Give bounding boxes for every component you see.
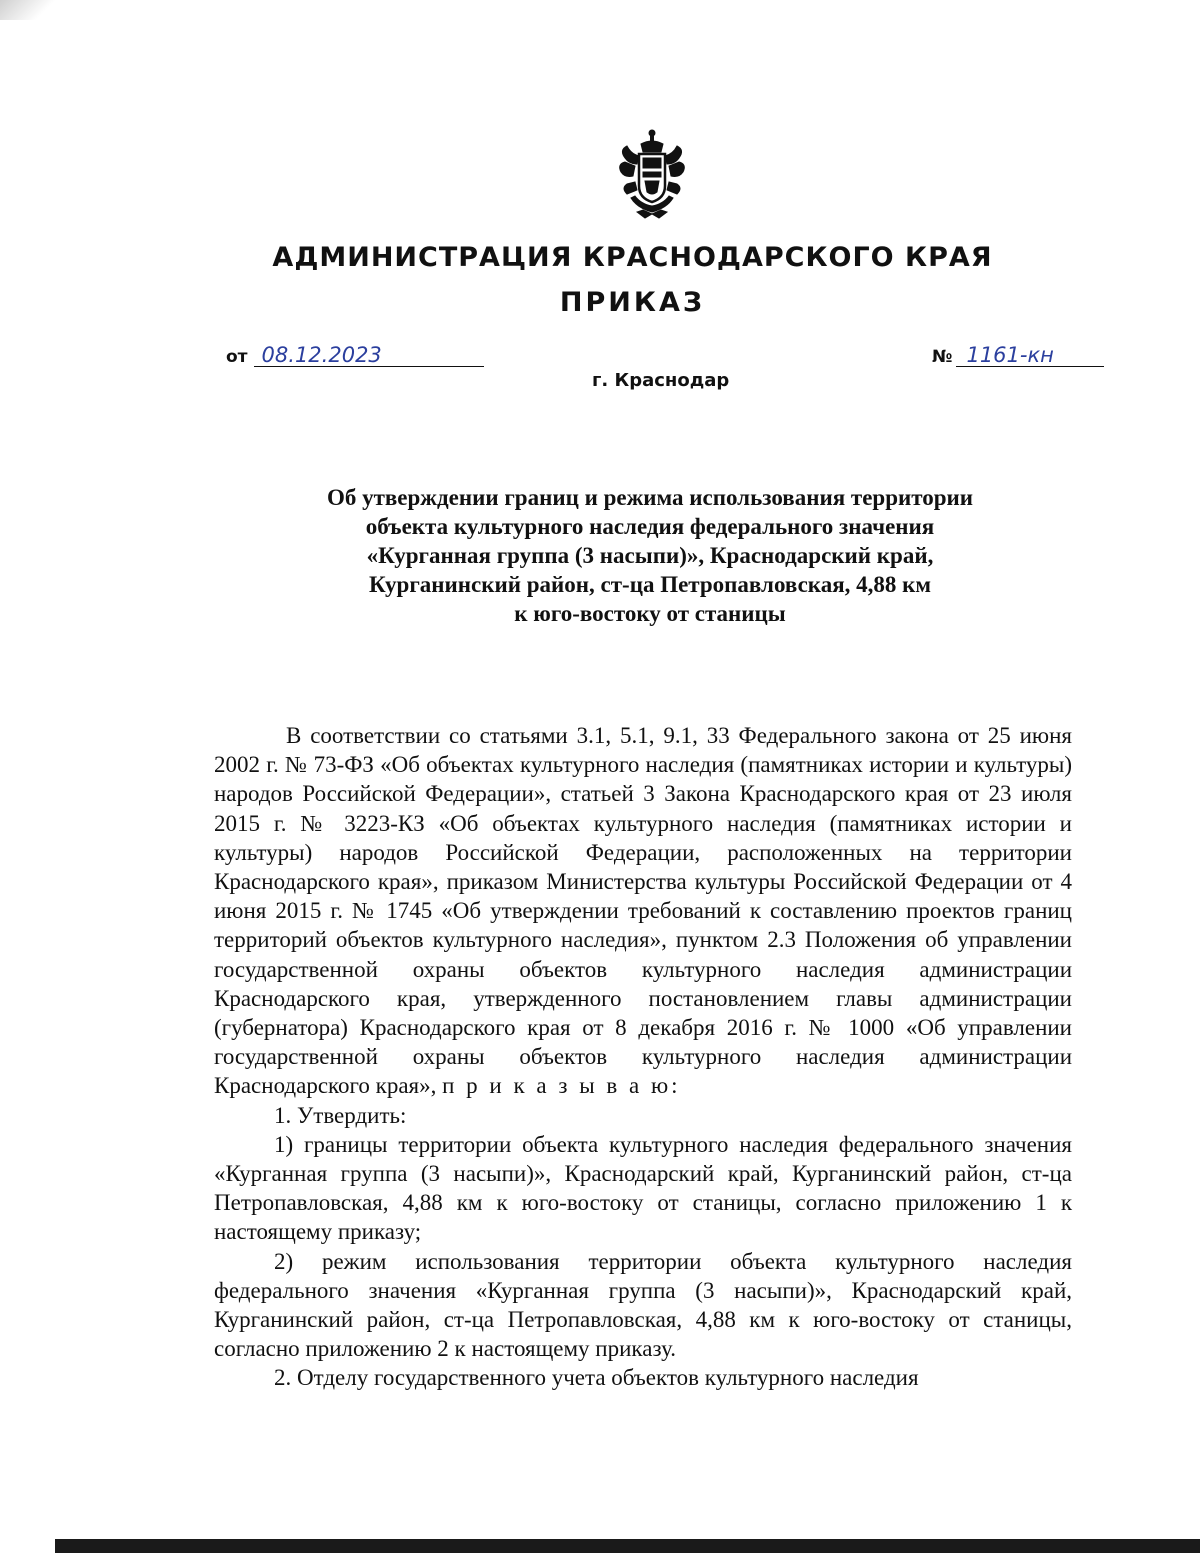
order-number-value: 1161-кн	[956, 344, 1104, 367]
scan-bottom-edge	[55, 1539, 1200, 1553]
title-line: «Курганная группа (3 насыпи)», Краснодарский край,	[366, 543, 934, 568]
title-line: Курганинский район, ст-ца Петропавловская, 4,88 км	[368, 572, 932, 597]
order-date-value: 08.12.2023	[254, 344, 484, 367]
date-prefix: от	[226, 347, 248, 367]
preamble-paragraph	[214, 721, 1072, 1101]
document-type-title: ПРИКАЗ	[559, 287, 706, 318]
organization-title: АДМИНИСТРАЦИЯ КРАСНОДАРСКОГО КРАЯ	[272, 242, 993, 273]
title-line: к юго-востоку от станицы	[514, 601, 786, 626]
city-label: г. Краснодар	[592, 370, 730, 391]
order-number-line	[932, 344, 1104, 367]
document-body	[214, 721, 1072, 1393]
item-1-subitem-1: 1) границы территории объекта культурного наследия федерального значения «Курганная группа (3 насыпи)», Краснодарский край, Курганинский район, ст-ца Петропавловская, 4,88 км к юго-востоку от станицы, согласно приложению 1 к настоящему приказу;	[214, 1131, 1072, 1245]
preamble-text: В соответствии со статьями 3.1, 5.1, 9.1, 33 Федерального закона от 25 июня 2002 г. № 73-ФЗ «Об объектах культурного наследия (памятниках истории и культуры) народов Российской Федерации», статьей 3 Закона Краснодарского края от 23 июля 2015 г. № 3223-КЗ «Об объектах культурного наследия (памятниках истории и культуры) народов Российской Федерации, расположенных на территории Краснодарского края», приказом Министерства культуры Российской Федерации от 4 июня 2015 г. № 1745 «Об утверждении требований к составлению проектов границ территорий объектов культурного наследия», пунктом 2.3 Положения об управлении государственной охраны объектов культурного наследия администрации Краснодарского края, утвержденного постановлением главы администрации (губернатора) Краснодарского края от 8 декабря 2016 г. № 1000 «Об управлении государственной охраны объектов культурного наследия администрации Краснодарского края»,	[214, 723, 1072, 1099]
title-line: Об утверждении границ и режима использования территории	[326, 485, 974, 510]
document-title	[230, 483, 1070, 628]
item-1-subitem-2: 2) режим использования территории объекта культурного наследия федерального значения «Курганная группа (3 насыпи)», Краснодарский край, Курганинский район, ст-ца Петропавловская, 4,88 км к юго-востоку от станицы, согласно приложению 2 к настоящему приказу.	[214, 1248, 1072, 1362]
krasnodar-coat-of-arms-icon	[617, 128, 687, 220]
scan-edge-shadow	[0, 0, 60, 20]
number-prefix: №	[932, 347, 953, 367]
order-verb: п р и к а з ы в а ю:	[442, 1073, 681, 1099]
order-date-line	[226, 344, 484, 367]
title-line: объекта культурного наследия федерального значения	[365, 514, 935, 539]
item-2: 2. Отделу государственного учета объектов культурного наследия	[274, 1365, 919, 1391]
item-1: 1. Утвердить:	[274, 1102, 407, 1128]
